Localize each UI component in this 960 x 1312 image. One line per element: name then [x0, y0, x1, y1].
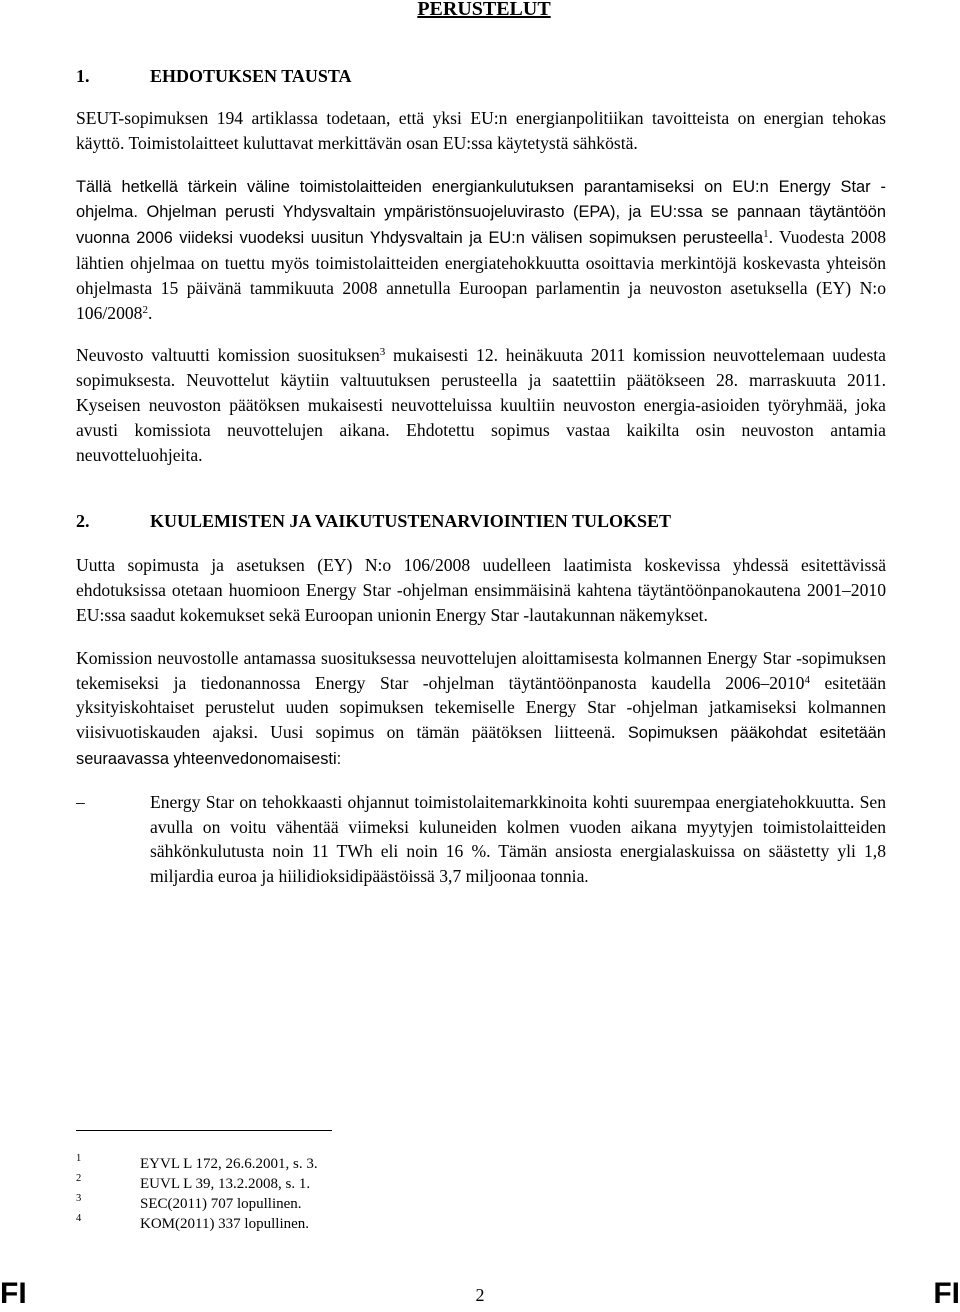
page-title: PERUSTELUT — [417, 0, 551, 20]
section-1-paragraph-2-end: . — [147, 302, 153, 323]
section-1-paragraph-3 — [76, 343, 886, 467]
section-2-paragraph-1: Uutta sopimusta ja asetuksen (EY) N:o 106/2008 uudelleen laatimista koskevissa yhdessä esitettävissä ehdotuksissa otetaan huomioon Energy Star -ohjelman ensimmäisinä kahtena täytäntöönpanokautena 2001–2010 EU:ssa saadut kokemukset sekä Euroopan unionin Energy Star -lautakunnan näkemykset. — [76, 555, 886, 625]
section-2-heading — [76, 509, 886, 533]
section-1-paragraph-3-body: mukaisesti 12. heinäkuuta 2011 komission neuvottelemaan uudesta sopimuksesta. Neuvottelut käytiin valtuutuksen perusteella ja saatettiin päätökseen 28. marraskuuta 2011. Kyseisen neuvoston päätöksen mukaisesti neuvotteluissa kuultiin neuvoston energia-asioiden työryhmää, joka avusti komissiota neuvottelujen aikana. Ehdotettu sopimus vastaa kaikilta osin neuvoston antamia neuvotteluohjeita. — [76, 345, 886, 465]
footnote-text: SEC(2011) 707 lopullinen. — [140, 1196, 302, 1212]
section-2-title: KUULEMISTEN JA VAIKUTUSTENARVIOINTIEN TULOKSET — [150, 511, 672, 532]
footnote-number: 1 — [76, 1153, 82, 1164]
section-1-paragraph-2-cont: . Vuodesta 2008 lähtien ohjelmaa on tuettu myös toimistolaitteiden energiatehokkuutta osoittavia merkintöjä koskevasta yhteisön ohjelmasta 15 päivänä tammikuuta 2008 annetulla Euroopan parlamentin ja neuvoston asetuksella (EY) N:o 106/2008 — [76, 227, 886, 323]
footnote-ref-2: 2 — [142, 303, 148, 316]
list-item-text — [150, 790, 886, 890]
section-2-paragraph-2-summary: Sopimuksen pääkohdat esitetään seuraavassa yhteenvedonomaisesti: — [76, 724, 886, 768]
footer-language-right: FI — [933, 1277, 960, 1310]
footnote-text: KOM(2011) 337 lopullinen. — [140, 1216, 310, 1232]
section-1-paragraph-1: SEUT-sopimuksen 194 artiklassa todetaan, että yksi EU:n energianpolitiikan tavoitteista on energian tehokas käyttö. Toimistolaitteet kuluttavat merkittävän osan EU:ssa käytetystä sähköstä. — [76, 108, 886, 153]
footnote-divider — [76, 1130, 332, 1131]
document-body — [76, 64, 886, 890]
section-2-paragraph-2-lead: Komission neuvostolle antamassa suosituksessa neuvottelujen aloittamisesta kolmannen Energy Star -sopimuksen tekemiseksi ja tiedonannossa Energy Star -ohjelman täytäntöönpanosta kaudella 2006–2010 — [76, 647, 886, 693]
footnote — [76, 1194, 576, 1214]
section-1-paragraph-3-lead: Neuvosto valtuutti komission suosituksen — [76, 345, 380, 366]
footnote-number: 2 — [76, 1173, 82, 1184]
footnote-text: EYVL L 172, 26.6.2001, s. 3. — [140, 1156, 318, 1172]
footnote — [76, 1154, 576, 1174]
dash-bullet: – — [76, 791, 85, 812]
footnote-text: EUVL L 39, 13.2.2008, s. 1. — [140, 1176, 311, 1192]
list-item-text-main: Energy Star on tehokkaasti ohjannut toimistolaitemarkkinoita kohti suurempaa energiatehokkuutta. Sen avulla on voitu vähentää viimeksi kuluneiden kolmen vuoden aikana myytyjen toimistolaitteiden sähkönkulutusta noin 11 TWh eli noin 16 %. Tämän ansiosta energialaskuissa on säästetty yli 1,8 miljardia euroa ja hiilidioksidipäästöissä 3,7 miljoonaa tonnia — [150, 791, 886, 887]
list-item-text-end: . — [584, 867, 589, 887]
footnote-ref-3: 3 — [379, 346, 386, 359]
section-2-paragraph-2 — [76, 646, 886, 772]
footnotes — [76, 1154, 576, 1234]
footnote-number: 3 — [76, 1193, 82, 1204]
footnote-ref-1: 1 — [763, 228, 769, 241]
section-1-paragraph-2 — [76, 174, 886, 326]
footnote — [76, 1214, 576, 1234]
list-item — [76, 790, 886, 890]
section-1-number: 1. — [76, 66, 90, 86]
section-1-heading — [76, 64, 886, 88]
footnote-number: 4 — [76, 1213, 82, 1224]
footnote — [76, 1174, 576, 1194]
section-1-paragraph-2-lead: Tällä hetkellä tärkein väline toimistolaitteiden energiankulutuksen parantamiseksi on EU:n Energy Star -ohjelma. — [76, 177, 886, 222]
footnote-ref-4: 4 — [804, 673, 810, 686]
section-2-number: 2. — [76, 511, 90, 532]
section-1-title: EHDOTUKSEN TAUSTA — [150, 66, 352, 86]
section-2-paragraph-2-body: esitetään yksityiskohtaiset perustelut uuden sopimuksen tekemiselle Energy Star -ohjelman jatkamiseksi kolmannen viisivuotiskauden ajaksi. Uusi sopimus on tämän päätöksen liitteenä. — [76, 672, 886, 743]
page-number: 2 — [475, 1285, 485, 1305]
footer-language-left: FI — [0, 1277, 27, 1310]
section-1-paragraph-2-body: Ohjelman perusti Yhdysvaltain ympäristönsuojeluvirasto (EPA), ja EU:ssa se pannaan täytäntöön vuonna 2006 viideksi vuodeksi uusitun Yhdysvaltain ja EU:n välisen sopimuksen perusteella — [76, 203, 886, 248]
